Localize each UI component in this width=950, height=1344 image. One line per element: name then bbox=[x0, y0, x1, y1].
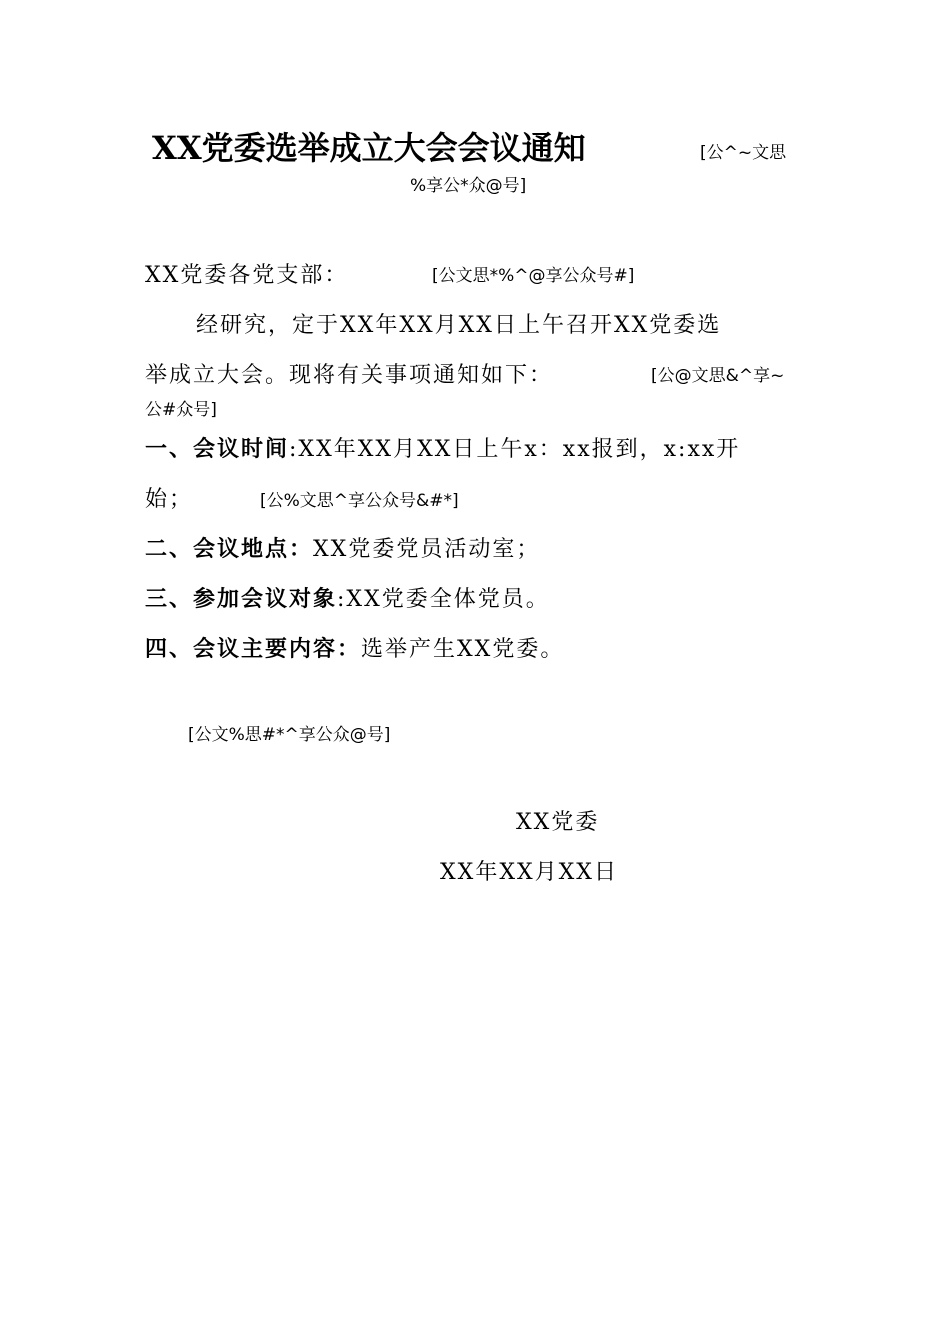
signature-date: XX年XX月XX日 bbox=[440, 860, 618, 885]
watermark-text: [公文%思#*^享公众@号] bbox=[188, 725, 391, 745]
watermark-text: 公#众号] bbox=[145, 400, 217, 420]
item-meeting-time bbox=[145, 435, 740, 465]
watermark-text: [公^~文思 bbox=[700, 143, 787, 163]
item-text: XX党委党员活动室； bbox=[313, 537, 541, 562]
item-meeting-place bbox=[145, 535, 540, 565]
watermark-text: [公%文思^享公众号&#*] bbox=[260, 491, 459, 511]
intro-paragraph-line2: 举成立大会。现将有关事项通知如下： bbox=[145, 363, 554, 388]
item-lead: 三、参加会议对象 bbox=[145, 587, 338, 612]
item-attendees bbox=[145, 585, 550, 615]
intro-paragraph-line1: 经研究，定于XX年XX月XX日上午召开XX党委选 bbox=[196, 313, 722, 338]
watermark-text: [公文思*%^@享公众号#] bbox=[432, 266, 635, 286]
item-lead: 二、会议地点： bbox=[145, 537, 314, 562]
watermark-text: [公@文思&^享~ bbox=[651, 366, 785, 386]
item-main-content bbox=[145, 635, 564, 665]
item-text: :XX党委全体党员。 bbox=[337, 587, 550, 612]
document-title: XX党委选举成立大会会议通知 bbox=[152, 129, 586, 167]
watermark-text: %享公*众@号] bbox=[410, 176, 527, 196]
item-meeting-time-cont: 始； bbox=[145, 487, 194, 512]
item-lead: 四、会议主要内容： bbox=[145, 637, 362, 662]
item-text: :XX年XX月XX日上午x：xx报到，x:xx开 bbox=[289, 437, 741, 462]
signature-org: XX党委 bbox=[516, 810, 600, 835]
item-lead: 一、会议时间 bbox=[145, 437, 290, 462]
salutation: XX党委各党支部： bbox=[145, 263, 349, 288]
item-text: 选举产生XX党委。 bbox=[361, 637, 565, 662]
